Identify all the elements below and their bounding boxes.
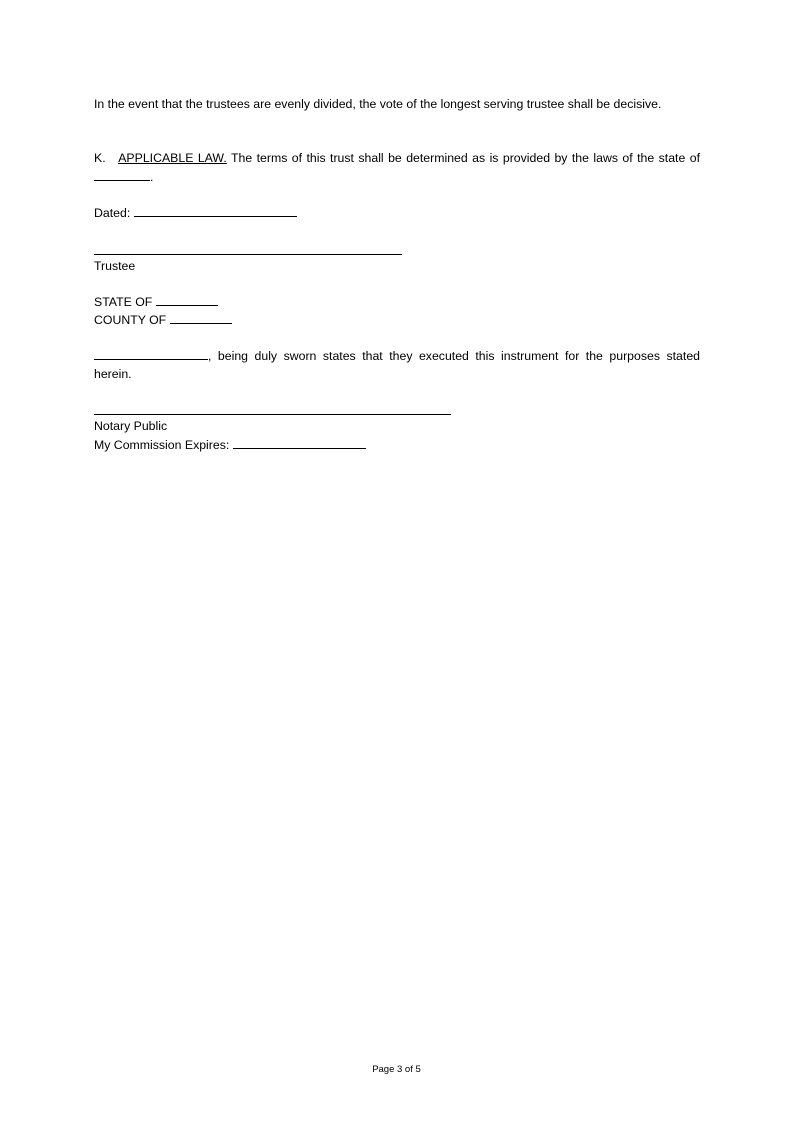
dated-blank-field[interactable] bbox=[134, 203, 297, 217]
page-footer bbox=[0, 1061, 793, 1079]
notary-caption bbox=[94, 417, 167, 435]
trustee-signature-line[interactable] bbox=[94, 254, 402, 255]
state-line bbox=[94, 292, 218, 311]
notary-signature-line[interactable] bbox=[94, 414, 451, 415]
trustee-caption bbox=[94, 257, 135, 275]
dated-line bbox=[94, 203, 297, 222]
notary-label: Notary Public bbox=[94, 419, 168, 433]
state-blank-field[interactable] bbox=[94, 167, 150, 181]
commission-expires-blank-field[interactable] bbox=[233, 435, 366, 449]
tie-vote-paragraph bbox=[94, 95, 700, 113]
state-of-blank-field[interactable] bbox=[156, 292, 218, 306]
applicable-law-text: The terms of this trust shall be determined as is provided by the laws of the state of bbox=[231, 151, 700, 165]
county-of-blank-field[interactable] bbox=[170, 310, 232, 324]
section-letter: K. bbox=[94, 151, 106, 165]
county-line bbox=[94, 310, 232, 329]
commission-line bbox=[94, 435, 366, 454]
affiant-name-blank-field[interactable] bbox=[94, 346, 208, 360]
trustee-label: Trustee bbox=[94, 259, 136, 273]
dated-label: Dated: bbox=[94, 206, 131, 220]
section-heading: APPLICABLE LAW. bbox=[118, 151, 227, 165]
commission-label: My Commission Expires: bbox=[94, 438, 230, 452]
sworn-statement-text: , being duly sworn states that they executed this instrument for the purposes stated herein. bbox=[94, 349, 700, 381]
page-number: Page 3 of 5 bbox=[372, 1064, 421, 1075]
county-label: COUNTY OF bbox=[94, 313, 167, 327]
sworn-statement-paragraph bbox=[94, 346, 700, 383]
tie-vote-text: In the event that the trustees are evenly divided, the vote of the longest serving trustee shall be decisive. bbox=[94, 97, 662, 111]
applicable-law-paragraph bbox=[94, 149, 700, 186]
state-label: STATE OF bbox=[94, 295, 153, 309]
applicable-law-period: . bbox=[150, 170, 154, 184]
